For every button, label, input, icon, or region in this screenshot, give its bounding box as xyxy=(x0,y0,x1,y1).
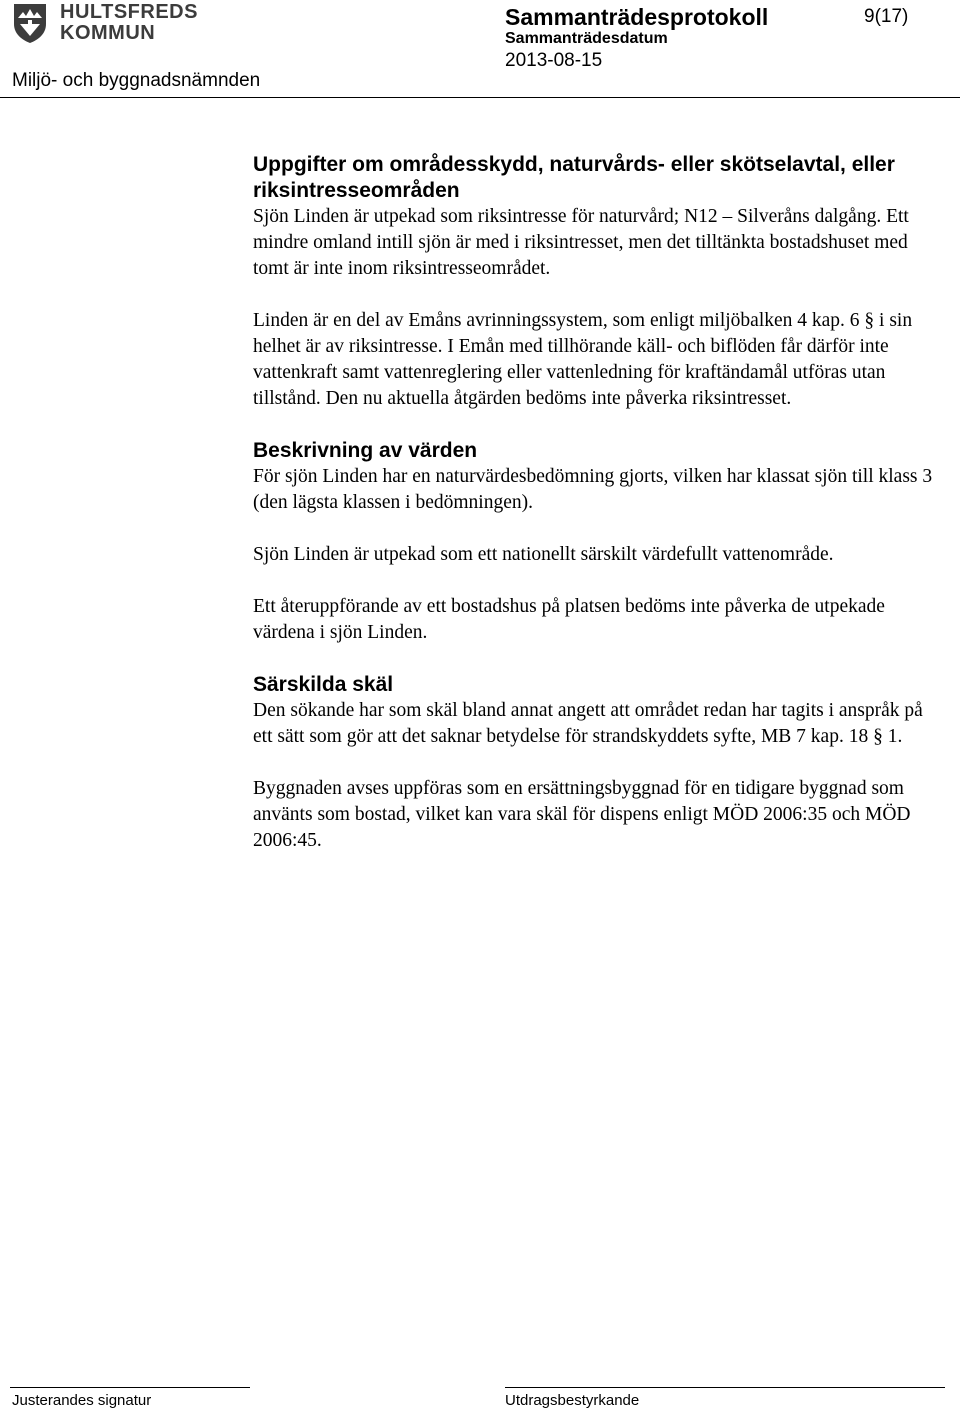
header-divider xyxy=(0,97,960,98)
paragraph: Ett återuppförande av ett bostadshus på platsen bedöms inte påverka de utpekade värdena i sjön Linden. xyxy=(253,596,885,643)
section-heading: Särskilda skäl xyxy=(253,673,394,696)
paragraph: Linden är en del av Emåns avrinningssystem, som enligt miljöbalken 4 kap. 6 § i sin helhet är av riksintresse. I Emån med tillhörande käll- och biflöden får därför inte vattenkraft samt vattenreglering eller vattenledning för kraftändamål utföras utan tillstånd. Den nu aktuella åtgärden bedöms inte påverka riksintresset. xyxy=(253,310,913,409)
certification-line xyxy=(505,1387,945,1388)
meeting-date-label: Sammanträdesdatum xyxy=(505,30,668,47)
logo-line-1: HULTSFREDS xyxy=(60,1,198,23)
adjuster-signature-label: Justerandes signatur xyxy=(12,1392,152,1409)
document-body xyxy=(253,152,943,854)
paragraph: Sjön Linden är utpekad som ett nationellt särskilt värdefullt vattenområde. xyxy=(253,544,834,565)
section-area-protection xyxy=(253,152,943,412)
extract-certification-label: Utdragsbestyrkande xyxy=(505,1392,640,1409)
municipality-logo xyxy=(12,1,198,46)
department-name: Miljö- och byggnadsnämnden xyxy=(12,70,261,91)
paragraph: Den sökande har som skäl bland annat angett att området redan har tagits i anspråk på ett sätt som gör att det saknar betydelse för strandskyddets syfte, MB 7 kap. 18 § 1. xyxy=(253,700,923,747)
paragraph: För sjön Linden har en naturvärdesbedömning gjorts, vilken har klassat sjön till klass 3 (den lägsta klassen i bedömningen). xyxy=(253,466,933,513)
page-number: 9(17) xyxy=(864,6,909,27)
document-title: Sammanträdesprotokoll xyxy=(505,4,769,30)
coat-of-arms-icon xyxy=(12,2,48,44)
section-heading: Beskrivning av värden xyxy=(253,439,478,462)
section-heading: Uppgifter om områdesskydd, naturvårds- eller skötselavtal, eller riksintresseområden xyxy=(253,153,895,202)
logo-line-2: KOMMUN xyxy=(60,22,156,44)
signature-line xyxy=(10,1387,250,1388)
paragraph: Byggnaden avses uppföras som en ersättningsbyggnad för en tidigare byggnad som använts som bostad, vilket kan vara skäl för dispens enligt MÖD 2006:35 och MÖD 2006:45. xyxy=(253,778,911,851)
logo-wordmark xyxy=(60,2,198,44)
section-description-of-values xyxy=(253,438,943,646)
meeting-date: 2013-08-15 xyxy=(505,50,603,71)
paragraph: Sjön Linden är utpekad som riksintresse för naturvård; N12 – Silveråns dalgång. Ett mindre omland intill sjön är med i riksintresset, men det tilltänkta bostadshuset med tomt är inte inom riksintresseområdet. xyxy=(253,206,909,279)
section-special-reasons xyxy=(253,672,943,854)
